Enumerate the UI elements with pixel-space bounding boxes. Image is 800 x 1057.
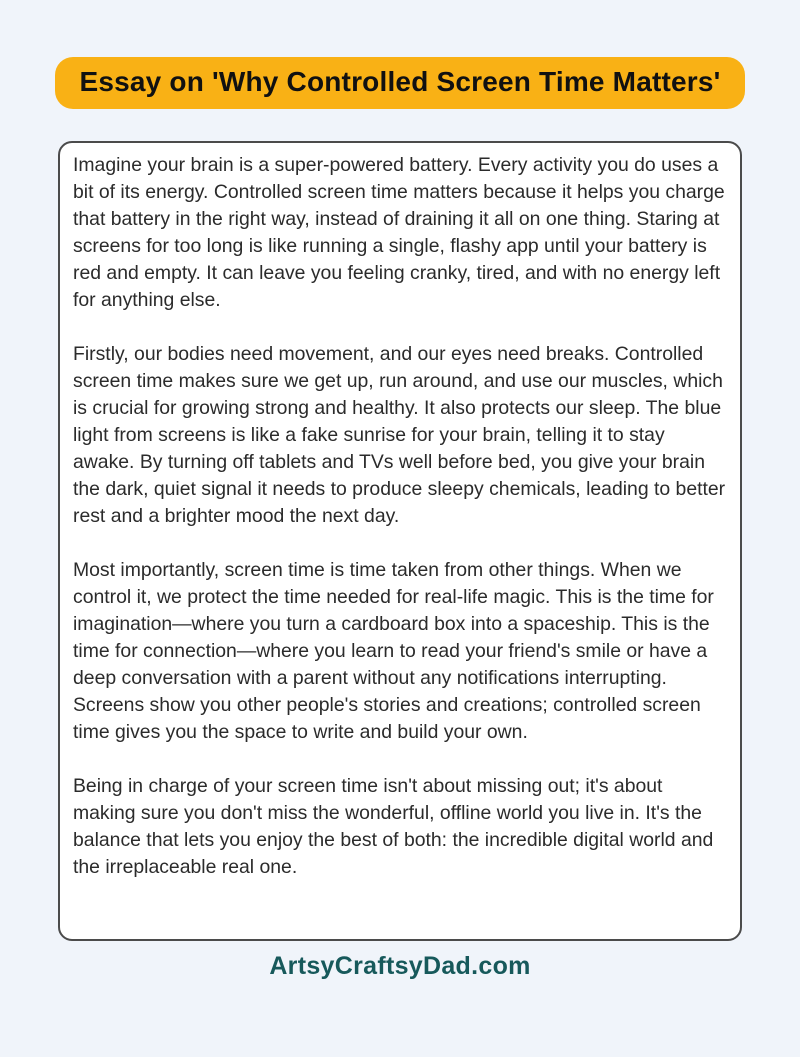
essay-paragraph-3: Most importantly, screen time is time taken from other things. When we control it, we protect the time needed for real-life magic. This is the time for imagination—where you turn a cardboard box into a spaceship. This is the time for connection—where you learn to read your friend's smile or have a deep conversation with a parent without any notifications interrupting. Screens show you other people's stories and creations; controlled screen time gives you the space to write and build your own. [73, 559, 714, 743]
essay-title-banner [55, 57, 744, 109]
essay-paragraph-2: Firstly, our bodies need movement, and our eyes need breaks. Controlled screen time makes sure we get up, run around, and use our muscles, which is crucial for growing strong and healthy. It also protects our sleep. The blue light from screens is like a fake sunrise for your brain, telling it to stay awake. By turning off tablets and TVs well before bed, you give your brain the dark, quiet signal it needs to produce sleepy chemicals, leading to better rest and a brighter mood the next day. [73, 343, 726, 527]
essay-page [0, 57, 800, 1057]
site-link[interactable]: ArtsyCraftsyDad.com [269, 952, 531, 980]
page-title: Essay on 'Why Controlled Screen Time Matters' [79, 66, 721, 97]
essay-paragraph-4: Being in charge of your screen time isn't about missing out; it's about making sure you don't miss the wonderful, offline world you live in. It's the balance that lets you enjoy the best of both: the incredible digital world and the irreplaceable real one. [73, 775, 714, 878]
essay-body-box [58, 141, 742, 941]
essay-paragraph-1: Imagine your brain is a super-powered battery. Every activity you do uses a bit of its energy. Controlled screen time matters because it helps you charge that battery in the right way, instead of draining it all on one thing. Staring at screens for too long is like running a single, flashy app until your battery is red and empty. It can leave you feeling cranky, tired, and with no energy left for anything else. [73, 154, 725, 311]
site-footer [0, 952, 800, 981]
